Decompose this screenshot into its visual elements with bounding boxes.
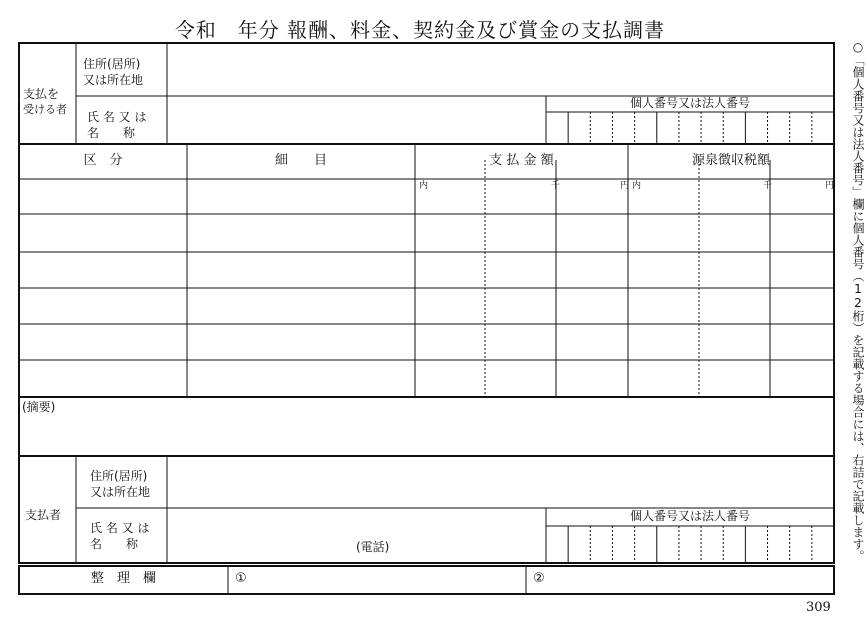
recipient-name-field[interactable] xyxy=(168,97,545,143)
table-cell-category-row-5[interactable] xyxy=(20,325,186,359)
table-cell-payment-amount-row-5[interactable] xyxy=(416,325,627,359)
recipient-address-label-2: 又は所在地 xyxy=(83,73,144,87)
table-cell-payment-amount-row-2[interactable] xyxy=(416,215,627,251)
unit-mark-uchi-payment: 内 xyxy=(419,181,429,191)
recipient-name-label-1: 氏 名 又 は xyxy=(87,110,147,124)
recipient-number-label: 個人番号又は法人番号 xyxy=(629,96,750,110)
payer-address-label-2: 又は所在地 xyxy=(90,485,151,499)
recipient-address-label-1: 住所(居所) xyxy=(83,57,141,71)
footer-field-2[interactable] xyxy=(527,567,833,593)
table-cell-detail-row-5[interactable] xyxy=(188,325,414,359)
unit-mark-uchi-tax: 内 xyxy=(632,181,642,191)
unit-mark-en-payment: 円 xyxy=(620,181,630,191)
unit-mark-en-tax: 円 xyxy=(825,181,835,191)
table-cell-withholding-tax-row-3[interactable] xyxy=(629,253,833,287)
unit-mark-sen-tax: 千 xyxy=(763,181,773,191)
table-cell-category-row-4[interactable] xyxy=(20,289,186,323)
payer-number-label: 個人番号又は法人番号 xyxy=(629,509,750,523)
payer-name-label-2: 名 称 xyxy=(90,537,139,551)
table-cell-detail-row-6[interactable] xyxy=(188,361,414,396)
footer-mark-2: ② xyxy=(533,571,545,586)
table-cell-detail-row-4[interactable] xyxy=(188,289,414,323)
recipient-address-field[interactable] xyxy=(168,44,833,95)
footer-field-1[interactable] xyxy=(229,567,525,593)
form-title: 令和 年分 報酬、料金、契約金及び賞金の支払調書 xyxy=(174,18,666,42)
payer-label: 支払者 xyxy=(25,508,62,522)
table-cell-detail-row-1[interactable] xyxy=(188,180,414,213)
header-detail: 細 目 xyxy=(274,153,327,168)
table-cell-withholding-tax-row-2[interactable] xyxy=(629,215,833,251)
payer-name-label-1: 氏 名 又 は xyxy=(90,521,150,535)
table-cell-withholding-tax-row-1[interactable] xyxy=(629,180,833,213)
payer-address-field[interactable] xyxy=(168,457,833,507)
page-number: 309 xyxy=(806,600,831,615)
table-cell-payment-amount-row-1[interactable] xyxy=(416,180,630,213)
payer-number-field[interactable] xyxy=(546,527,834,563)
remarks-label: (摘要) xyxy=(22,400,56,414)
remarks-field[interactable] xyxy=(20,417,833,455)
table-cell-detail-row-2[interactable] xyxy=(188,215,414,251)
footer-label: 整 理 欄 xyxy=(90,571,156,586)
payer-address-label-1: 住所(居所) xyxy=(90,469,148,483)
table-cell-category-row-3[interactable] xyxy=(20,253,186,287)
recipient-label-1: 支払を xyxy=(23,87,60,101)
table-cell-category-row-2[interactable] xyxy=(20,215,186,251)
recipient-label-2: 受ける者 xyxy=(23,103,67,116)
table-cell-detail-row-3[interactable] xyxy=(188,253,414,287)
table-cell-withholding-tax-row-6[interactable] xyxy=(629,361,833,396)
header-category: 区 分 xyxy=(83,153,123,168)
recipient-name-label-2: 名 称 xyxy=(87,126,136,140)
payer-phone-label: (電話) xyxy=(356,540,390,554)
unit-mark-sen-payment: 千 xyxy=(551,181,561,191)
table-cell-payment-amount-row-6[interactable] xyxy=(416,361,627,396)
side-note: ○「個人番号又は法人番号」欄に個人番号（12桁）を記載する場合には、右詰で記載します。 xyxy=(851,40,865,562)
table-cell-category-row-1[interactable] xyxy=(20,180,186,213)
table-cell-category-row-6[interactable] xyxy=(20,361,186,396)
footer-mark-1: ① xyxy=(235,571,247,586)
header-payment-amount: 支 払 金 額 xyxy=(489,153,554,168)
recipient-number-field[interactable] xyxy=(546,113,834,144)
table-cell-payment-amount-row-3[interactable] xyxy=(416,253,627,287)
header-withholding-tax: 源泉徴収税額 xyxy=(691,153,770,168)
table-cell-withholding-tax-row-5[interactable] xyxy=(629,325,833,359)
table-cell-payment-amount-row-4[interactable] xyxy=(416,289,627,323)
table-cell-withholding-tax-row-4[interactable] xyxy=(629,289,833,323)
